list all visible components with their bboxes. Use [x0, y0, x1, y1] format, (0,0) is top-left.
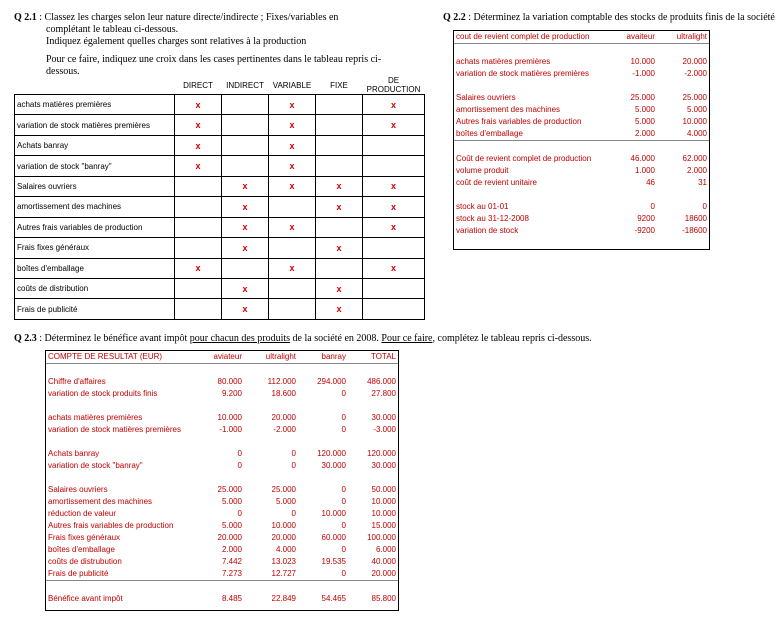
cross-mark: x — [289, 99, 295, 110]
mark-cell[interactable] — [363, 115, 425, 135]
row-value: 30.000 — [371, 461, 396, 470]
table-row — [46, 412, 398, 424]
mark-cell[interactable] — [363, 176, 425, 196]
q22-col-ultralight: ultralight — [657, 31, 709, 44]
q23-header-total: TOTAL — [348, 351, 398, 364]
cross-mark: x — [289, 222, 295, 233]
row-label: Coût de revient complet de production — [456, 154, 592, 163]
mark-cell[interactable] — [363, 238, 425, 258]
row-value: 0 — [291, 461, 296, 470]
spacer-row — [46, 581, 398, 594]
cross-mark: x — [242, 181, 248, 192]
row-value: 18600 — [684, 214, 707, 223]
q21-classification-table — [14, 76, 425, 320]
q23-text-1: : Déterminez le bénéfice avant impôt — [36, 333, 190, 344]
charge-label: Frais de publicité — [15, 299, 175, 319]
row-label: stock au 01-01 — [456, 202, 509, 211]
cross-mark: x — [336, 283, 342, 294]
row-value: -1.000 — [219, 425, 242, 434]
row-label: variation de stock matières premières — [456, 69, 589, 78]
cross-mark: x — [242, 201, 248, 212]
row-label: Frais fixes généraux — [48, 533, 121, 542]
mark-cell[interactable] — [316, 238, 363, 258]
row-label: volume produit — [456, 166, 509, 175]
cross-mark: x — [336, 242, 342, 253]
q21-header-direct: DIRECT — [183, 80, 213, 90]
row-value: 0 — [341, 485, 346, 494]
table-row — [15, 197, 425, 217]
mark-cell[interactable] — [222, 156, 269, 176]
charge-label: variation de stock "banray" — [15, 156, 175, 176]
row-value: 20.000 — [217, 533, 242, 542]
table-row — [46, 460, 398, 472]
mark-cell[interactable] — [269, 135, 316, 155]
row-value: -18600 — [682, 226, 707, 235]
row-value: 8.485 — [221, 594, 242, 603]
q21-line3: Indiquez également quelles charges sont relatives à la production — [46, 36, 307, 47]
row-value: -1.000 — [632, 69, 655, 78]
row-value: 7.273 — [221, 569, 242, 578]
row-value: 10.000 — [271, 521, 296, 530]
row-value: 5.000 — [634, 105, 655, 114]
table-row — [46, 496, 398, 508]
mark-cell[interactable] — [269, 176, 316, 196]
row-value: 20.000 — [371, 569, 396, 578]
row-value: 20.000 — [271, 413, 296, 422]
row-label: Bénéfice avant impôt — [48, 594, 123, 603]
row-value: 10.000 — [217, 413, 242, 422]
spacer-row — [46, 436, 398, 448]
cross-mark: x — [242, 242, 248, 253]
table-row — [454, 177, 709, 189]
cross-mark: x — [336, 304, 342, 315]
row-label: coûts de distrubution — [48, 557, 122, 566]
mark-cell[interactable] — [363, 278, 425, 298]
row-value: 0 — [237, 509, 242, 518]
row-value: 294.000 — [317, 377, 346, 386]
row-label: réduction de valeur — [48, 509, 117, 518]
cross-mark: x — [289, 263, 295, 274]
row-value: 10.000 — [682, 117, 707, 126]
row-value: 50.000 — [371, 485, 396, 494]
row-value: 10.000 — [321, 509, 346, 518]
row-value: 5.000 — [686, 105, 707, 114]
row-value: 0 — [291, 509, 296, 518]
table-row — [46, 484, 398, 496]
row-value: 0 — [237, 461, 242, 470]
table-row — [454, 116, 709, 128]
row-label: achats matières premières — [456, 57, 551, 66]
table-row — [454, 225, 709, 237]
mark-cell[interactable] — [222, 299, 269, 319]
mark-cell[interactable] — [175, 217, 222, 237]
mark-cell[interactable] — [175, 299, 222, 319]
q23-text-3: de la société en 2008. — [290, 333, 382, 344]
row-value: 100.000 — [367, 533, 396, 542]
q23-header-aviateur: aviateur — [196, 351, 244, 364]
cross-mark: x — [336, 181, 342, 192]
table-row — [454, 68, 709, 80]
table-row — [454, 104, 709, 116]
row-label: variation de stock — [456, 226, 519, 235]
row-value: 2.000 — [686, 166, 707, 175]
cross-mark: x — [195, 120, 201, 131]
q23-label: Q 2.3 — [14, 333, 37, 344]
table-row — [454, 201, 709, 213]
mark-cell[interactable] — [222, 258, 269, 278]
q21-line1: : Classez les charges selon leur nature directe/indirecte ; Fixes/variables en — [36, 12, 339, 23]
q21-line4: Pour ce faire, indiquez une croix dans les cases pertinentes dans le tableau repris ci- — [46, 54, 382, 65]
row-value: 0 — [341, 497, 346, 506]
row-value: 486.000 — [367, 377, 396, 386]
q22-instructions — [443, 12, 773, 24]
mark-cell[interactable] — [222, 217, 269, 237]
row-label: Autres frais variables de production — [48, 521, 174, 530]
row-label: achats matières premières — [48, 413, 143, 422]
row-value: 120.000 — [367, 449, 396, 458]
mark-cell[interactable] — [316, 299, 363, 319]
row-label: amortissement des machines — [456, 105, 561, 114]
row-value: 0 — [341, 569, 346, 578]
mark-cell[interactable] — [222, 176, 269, 196]
q21-header-row — [15, 76, 425, 95]
row-value: 10.000 — [371, 497, 396, 506]
spacer-row — [46, 400, 398, 412]
charge-label: boîtes d'emballage — [15, 258, 175, 278]
q22-col-aviateur: avaiteur — [613, 31, 657, 44]
cross-mark: x — [242, 283, 248, 294]
cross-mark: x — [390, 120, 396, 131]
charge-label: Achats banray — [15, 135, 175, 155]
mark-cell[interactable] — [363, 95, 425, 115]
row-value: 5.000 — [221, 497, 242, 506]
row-value: -9200 — [634, 226, 655, 235]
table-row — [46, 376, 398, 388]
q21-instructions — [14, 12, 434, 78]
q23-header-row — [46, 351, 398, 364]
row-value: 19.535 — [321, 557, 346, 566]
q23-text-2: pour chacun des produits — [189, 333, 291, 344]
mark-cell[interactable] — [316, 176, 363, 196]
row-label: boîtes d'emballage — [48, 545, 115, 554]
q22-title: cout de revient complet de production — [454, 31, 613, 44]
mark-cell[interactable] — [316, 156, 363, 176]
row-label: Salaires ouvriers — [456, 93, 516, 102]
mark-cell[interactable] — [269, 258, 316, 278]
table-row — [15, 238, 425, 258]
row-label: Salaires ouvriers — [48, 485, 108, 494]
charge-label: Frais fixes généraux — [15, 238, 175, 258]
mark-cell[interactable] — [363, 258, 425, 278]
cross-mark: x — [390, 263, 396, 274]
row-label: variation de stock produits finis — [48, 389, 158, 398]
table-row — [15, 217, 425, 237]
mark-cell[interactable] — [269, 197, 316, 217]
mark-cell[interactable] — [175, 135, 222, 155]
row-value: 13.023 — [271, 557, 296, 566]
mark-cell[interactable] — [363, 217, 425, 237]
q23-instructions — [14, 333, 774, 345]
row-value: 85.800 — [371, 594, 396, 603]
mark-cell[interactable] — [175, 258, 222, 278]
mark-cell[interactable] — [269, 115, 316, 135]
q21-line2: complétant le tableau ci-dessous. — [46, 24, 179, 35]
table-row — [15, 115, 425, 135]
row-value: 46 — [646, 178, 655, 187]
table-row — [15, 95, 425, 115]
mark-cell[interactable] — [175, 238, 222, 258]
cross-mark: x — [390, 99, 396, 110]
cross-mark: x — [289, 181, 295, 192]
row-value: 0 — [650, 202, 655, 211]
table-row — [454, 56, 709, 68]
mark-cell[interactable] — [269, 299, 316, 319]
row-value: 7.442 — [221, 557, 242, 566]
mark-cell[interactable] — [175, 176, 222, 196]
row-value: 22.849 — [271, 594, 296, 603]
table-row — [454, 153, 709, 165]
q21-label: Q 2.1 — [14, 12, 37, 23]
table-row — [454, 165, 709, 177]
row-value: 31 — [698, 178, 707, 187]
mark-cell[interactable] — [316, 135, 363, 155]
spacer-row — [46, 364, 398, 377]
row-value: 30.000 — [321, 461, 346, 470]
row-label: coût de revient unitaire — [456, 178, 537, 187]
row-value: 5.000 — [275, 497, 296, 506]
mark-cell[interactable] — [363, 299, 425, 319]
mark-cell[interactable] — [222, 238, 269, 258]
row-value: -2.000 — [273, 425, 296, 434]
row-value: 120.000 — [317, 449, 346, 458]
charge-label: Salaires ouvriers — [15, 176, 175, 196]
row-label: Frais de publicité — [48, 569, 109, 578]
q21-header-variable: VARIABLE — [272, 80, 312, 90]
mark-cell[interactable] — [316, 197, 363, 217]
row-value: 0 — [291, 449, 296, 458]
spacer-row — [454, 44, 709, 57]
row-value: 10.000 — [371, 509, 396, 518]
row-value: 2.000 — [221, 545, 242, 554]
cross-mark: x — [390, 201, 396, 212]
q21-header-fixe: FIXE — [330, 80, 348, 90]
row-label: variation de stock matières premières — [48, 425, 181, 434]
row-value: 25.000 — [217, 485, 242, 494]
mark-cell[interactable] — [316, 258, 363, 278]
row-value: 0 — [341, 413, 346, 422]
row-value: 80.000 — [217, 377, 242, 386]
table-row — [15, 176, 425, 196]
table-row — [454, 128, 709, 141]
table-row — [15, 299, 425, 319]
q23-header-label: COMPTE DE RESULTAT (EUR) — [46, 351, 196, 364]
table-row — [15, 278, 425, 298]
row-label: amortissement des machines — [48, 497, 153, 506]
cross-mark: x — [195, 161, 201, 172]
q21-header-production: DE PRODUCTION — [366, 76, 421, 94]
table-row — [15, 258, 425, 278]
table-row — [46, 424, 398, 436]
row-value: 54.465 — [321, 594, 346, 603]
spacer-row — [454, 189, 709, 201]
mark-cell[interactable] — [363, 197, 425, 217]
row-value: 6.000 — [375, 545, 396, 554]
spacer-row — [46, 472, 398, 484]
row-value: 0 — [237, 449, 242, 458]
cross-mark: x — [242, 222, 248, 233]
row-value: 0 — [702, 202, 707, 211]
row-value: -3.000 — [373, 425, 396, 434]
table-row — [46, 593, 398, 605]
charge-label: amortissement des machines — [15, 197, 175, 217]
row-value: 62.000 — [682, 154, 707, 163]
table-row — [454, 213, 709, 225]
row-value: 15.000 — [371, 521, 396, 530]
cross-mark: x — [289, 161, 295, 172]
mark-cell[interactable] — [269, 95, 316, 115]
q23-header-ultralight: ultralight — [244, 351, 298, 364]
table-row — [454, 92, 709, 104]
row-value: 0 — [341, 521, 346, 530]
cross-mark: x — [390, 181, 396, 192]
charge-label: achats matières premières — [15, 95, 175, 115]
row-value: 12.727 — [271, 569, 296, 578]
row-value: 4.000 — [686, 129, 707, 138]
mark-cell[interactable] — [222, 135, 269, 155]
row-value: 60.000 — [321, 533, 346, 542]
row-value: 0 — [341, 389, 346, 398]
row-value: 0 — [341, 425, 346, 434]
mark-cell[interactable] — [222, 197, 269, 217]
row-label: Achats banray — [48, 449, 100, 458]
mark-cell[interactable] — [269, 156, 316, 176]
mark-cell[interactable] — [363, 156, 425, 176]
table-row — [15, 135, 425, 155]
row-value: 20.000 — [682, 57, 707, 66]
row-value: 5.000 — [221, 521, 242, 530]
table-row — [46, 388, 398, 400]
q22-header-row — [454, 31, 709, 44]
mark-cell[interactable] — [269, 278, 316, 298]
q22-stock-table — [453, 30, 710, 250]
table-row — [46, 556, 398, 568]
row-value: 4.000 — [275, 545, 296, 554]
cross-mark: x — [195, 99, 201, 110]
q23-text-5: , complétez le tableau repris ci-dessous. — [432, 333, 592, 344]
row-value: 9.200 — [221, 389, 242, 398]
table-row — [46, 544, 398, 556]
row-value: 2.000 — [634, 129, 655, 138]
row-value: 0 — [341, 545, 346, 554]
row-label: stock au 31-12-2008 — [456, 214, 529, 223]
mark-cell[interactable] — [363, 135, 425, 155]
cross-mark: x — [289, 140, 295, 151]
row-value: -2.000 — [684, 69, 707, 78]
mark-cell[interactable] — [269, 238, 316, 258]
mark-cell[interactable] — [175, 278, 222, 298]
mark-cell[interactable] — [316, 95, 363, 115]
q21-header-indirect: INDIRECT — [226, 80, 264, 90]
mark-cell[interactable] — [316, 217, 363, 237]
mark-cell[interactable] — [316, 115, 363, 135]
q22-label: Q 2.2 — [443, 12, 466, 23]
q22-text: : Déterminez la variation comptable des stocks de produits finis de la société — [465, 12, 775, 23]
row-value: 5.000 — [634, 117, 655, 126]
mark-cell[interactable] — [222, 278, 269, 298]
row-value: 40.000 — [371, 557, 396, 566]
spacer-row — [454, 141, 709, 154]
mark-cell[interactable] — [222, 115, 269, 135]
table-row — [46, 568, 398, 581]
row-label: boîtes d'emballage — [456, 129, 523, 138]
charge-label: Autres frais variables de production — [15, 217, 175, 237]
row-value: 46.000 — [630, 154, 655, 163]
table-row — [15, 156, 425, 176]
cross-mark: x — [289, 120, 295, 131]
charge-label: coûts de distribution — [15, 278, 175, 298]
mark-cell[interactable] — [175, 115, 222, 135]
cross-mark: x — [336, 201, 342, 212]
row-value: 10.000 — [630, 57, 655, 66]
row-label: Autres frais variables de production — [456, 117, 582, 126]
mark-cell[interactable] — [222, 95, 269, 115]
row-value: 9200 — [637, 214, 655, 223]
table-row — [46, 532, 398, 544]
q23-income-table — [45, 350, 399, 611]
row-value: 25.000 — [271, 485, 296, 494]
charge-label: variation de stock matières premières — [15, 115, 175, 135]
row-value: 25.000 — [630, 93, 655, 102]
row-value: 18.600 — [271, 389, 296, 398]
row-value: 30.000 — [371, 413, 396, 422]
row-value: 112.000 — [267, 377, 296, 386]
table-row — [46, 448, 398, 460]
cross-mark: x — [390, 222, 396, 233]
mark-cell[interactable] — [316, 278, 363, 298]
mark-cell[interactable] — [175, 156, 222, 176]
table-row — [46, 520, 398, 532]
q23-text-4: Pour ce faire — [381, 333, 433, 344]
row-value: 27.800 — [371, 389, 396, 398]
row-value: 1.000 — [634, 166, 655, 175]
cross-mark: x — [242, 304, 248, 315]
row-label: Chiffre d'affaires — [48, 377, 106, 386]
row-label: variation de stock "banray" — [48, 461, 143, 470]
cross-mark: x — [195, 140, 201, 151]
mark-cell[interactable] — [175, 95, 222, 115]
mark-cell[interactable] — [269, 217, 316, 237]
row-value: 25.000 — [682, 93, 707, 102]
spacer-row — [454, 80, 709, 92]
q23-header-banray: banray — [298, 351, 348, 364]
table-row — [46, 508, 398, 520]
row-value: 20.000 — [271, 533, 296, 542]
mark-cell[interactable] — [175, 197, 222, 217]
q21-line5: dessous. — [46, 66, 80, 77]
cross-mark: x — [195, 263, 201, 274]
